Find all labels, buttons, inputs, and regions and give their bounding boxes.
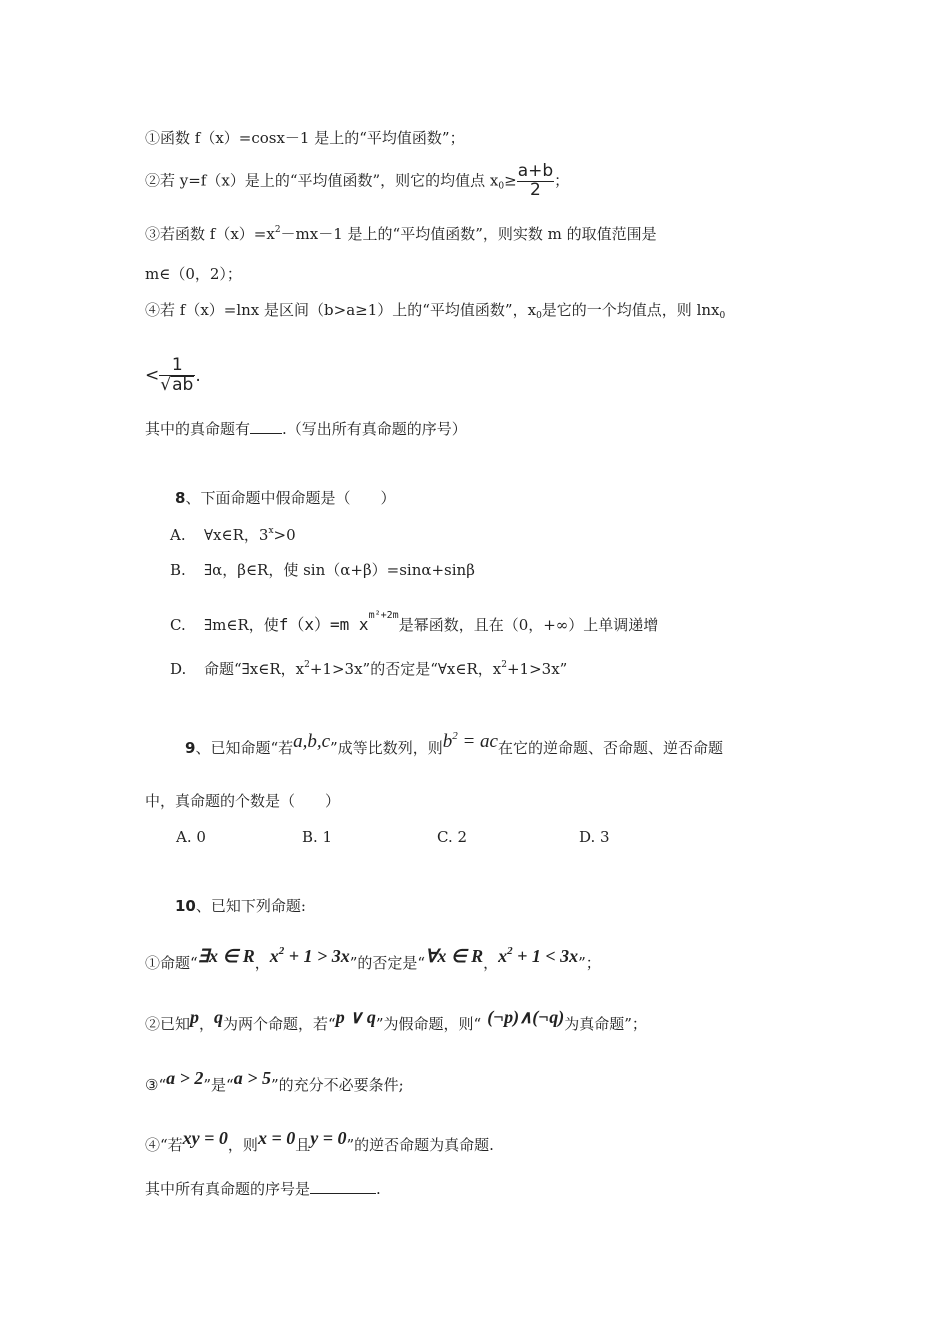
question-stem: 在它的逆命题、否命题、逆否命题 — [497, 739, 723, 757]
item-text: 为两个命题，若“ — [223, 1015, 336, 1033]
math-var: x — [269, 946, 279, 966]
period: . — [376, 1180, 381, 1198]
answer-prompt-text: 其中所有真命题的序号是 — [145, 1180, 311, 1198]
question-10 — [175, 899, 306, 914]
power-function: f（x）=m x — [278, 615, 369, 634]
superscript: 2 — [507, 945, 513, 957]
subscript: 0 — [719, 311, 726, 321]
math-inequality — [498, 946, 578, 966]
q9-option-d[interactable] — [579, 830, 610, 845]
superscript: 2 — [501, 660, 507, 670]
q8-option-c[interactable] — [170, 611, 658, 633]
period: . — [195, 365, 201, 386]
answer-blank[interactable] — [310, 1193, 376, 1194]
option-text: ∃α，β∈R，使 sin（α+β）=sinα+sinβ — [204, 561, 475, 579]
option-text: ∀x∈R，3 — [204, 526, 269, 544]
math-x-eq-0: x = 0 — [257, 1128, 296, 1148]
option-text: ∃m∈R，使 — [204, 616, 279, 634]
statement-4-text-b: 是它的一个均值点，则 lnx — [541, 301, 720, 319]
answer-blank[interactable] — [250, 433, 282, 434]
question-8 — [175, 491, 395, 506]
fraction-1-over-sqrt-ab — [159, 357, 195, 395]
fraction-a-plus-b-over-2 — [517, 163, 554, 200]
superscript: x — [268, 526, 274, 536]
q10-item-3 — [145, 1069, 404, 1093]
option-text-end: 是幂函数，且在（0，+∞）上单调递增 — [398, 616, 659, 634]
subscript: 0 — [536, 311, 542, 321]
math-xy-eq-0: xy = 0 — [182, 1128, 228, 1148]
item-text: ”为假命题，则“ — [375, 1015, 482, 1033]
math-y-eq-0: y = 0 — [310, 1128, 347, 1148]
q9-option-a[interactable] — [176, 830, 206, 845]
q10-item-4 — [145, 1129, 494, 1153]
statement-3-text-a: ③若函数 f（x）=x — [145, 225, 275, 243]
exponent: m²+2m — [368, 610, 399, 621]
item-text: ，则 — [227, 1136, 258, 1154]
statement-1-text: ①函数 f（x）=cosx－1 是上的“平均值函数”； — [145, 129, 465, 147]
question-9 — [185, 731, 723, 756]
math-forall: ∀x ∈ R — [425, 946, 484, 966]
radical-sign: √ — [160, 374, 172, 395]
item-text: ”是“ — [203, 1076, 234, 1094]
statement-3 — [145, 226, 657, 242]
option-text: C. 2 — [437, 828, 468, 846]
q8-option-d[interactable] — [170, 661, 567, 677]
math-abc: a,b,c — [293, 731, 331, 752]
option-text: A. 0 — [176, 828, 206, 846]
q10-item-1 — [145, 946, 601, 971]
question-9-cont — [145, 794, 340, 809]
math-exists: ∃x ∈ R — [197, 946, 255, 966]
item-text: ”； — [578, 954, 601, 972]
math-a-gt-5: a > 5 — [233, 1068, 271, 1088]
math-rest: + 1 < 3x — [512, 946, 579, 966]
superscript: 2 — [274, 225, 281, 235]
radicand: ab — [172, 374, 194, 395]
option-label: B. — [170, 561, 186, 579]
math-b-squared — [443, 731, 498, 752]
statement-4-text-a: ④若 f（x）=lnx 是区间（b>a≥1）上的“平均值函数”，x — [145, 301, 537, 319]
math-inequality — [270, 946, 350, 966]
item-text: ”的充分不必要条件; — [271, 1076, 404, 1094]
fraction-denominator: 2 — [530, 179, 541, 200]
answer-prompt-text: 其中的真命题有 — [145, 420, 251, 438]
question-stem: ”成等比数列，则 — [330, 739, 443, 757]
fraction-numerator: 1 — [159, 357, 195, 376]
question-number: 9 — [185, 739, 196, 757]
separator: ， — [199, 1015, 215, 1033]
less-than: < — [145, 365, 160, 386]
q10-item-2 — [145, 1008, 647, 1032]
separator: ， — [483, 954, 499, 972]
option-label: D. — [170, 660, 187, 678]
question-stem: 、已知命题“若 — [195, 739, 294, 757]
q9-option-b[interactable] — [302, 830, 332, 845]
statement-3-cont — [145, 267, 242, 282]
geq-sign: ≥ — [504, 171, 517, 190]
answer-prompt-note: .（写出所有真命题的序号） — [282, 420, 467, 438]
question-stem: 、下面命题中假命题是（ ） — [185, 489, 396, 507]
option-label: A. — [170, 526, 186, 544]
statement-4 — [145, 303, 725, 321]
option-text: +1>3x”的否定是“∀x∈R，x — [309, 660, 502, 678]
question-number: 8 — [175, 489, 186, 507]
math-p-or-q: p ∨ q — [335, 1007, 376, 1027]
math-b: b — [442, 731, 453, 752]
fraction-numerator: a+b — [517, 161, 554, 181]
option-text: B. 1 — [302, 828, 333, 846]
superscript: 2 — [452, 730, 458, 742]
statement-2 — [145, 163, 569, 200]
statement-4-inequality — [145, 357, 201, 395]
option-text: D. 3 — [579, 828, 610, 846]
math-a-gt-2: a > 2 — [166, 1068, 204, 1088]
punctuation: ； — [554, 171, 570, 190]
question-stem: 、已知下列命题: — [195, 897, 306, 915]
item-text: 为真命题”； — [564, 1015, 647, 1033]
statement-3-text-b: －mx－1 是上的“平均值函数”，则实数 m 的取值范围是 — [280, 225, 657, 243]
superscript: 2 — [304, 660, 310, 670]
q9-option-c[interactable] — [437, 830, 467, 845]
statement-1 — [145, 131, 465, 146]
math-not-p-and-not-q: (¬p)∧(¬q) — [487, 1007, 565, 1027]
item-text: 且 — [295, 1136, 311, 1154]
fraction-denominator — [159, 376, 195, 395]
question-number: 10 — [175, 897, 196, 915]
math-p: p — [190, 1007, 200, 1027]
item-text: ”的否定是“ — [349, 954, 426, 972]
item-text: ③“ — [145, 1076, 167, 1094]
item-text: ②已知 — [145, 1015, 191, 1033]
math-rest: + 1 > 3x — [284, 946, 350, 966]
math-var: x — [498, 946, 508, 966]
separator: ， — [254, 954, 270, 972]
item-text: ①命题“ — [145, 954, 198, 972]
math-equals-ac: = ac — [457, 731, 498, 752]
superscript: 2 — [278, 945, 285, 957]
question-stem: 中，真命题的个数是（ ） — [145, 792, 341, 810]
option-text-end: >0 — [273, 526, 296, 544]
subscript: 0 — [498, 181, 505, 192]
item-text: ”的逆否命题为真命题. — [346, 1136, 494, 1154]
statement-2-text: ②若 y=f（x）是上的“平均值函数”，则它的均值点 x — [145, 171, 499, 190]
q8-option-b[interactable] — [170, 563, 475, 578]
option-text-end: +1>3x” — [506, 660, 568, 678]
option-text: 命题“∃x∈R，x — [204, 660, 305, 678]
math-q: q — [214, 1007, 224, 1027]
option-label: C. — [170, 616, 186, 634]
q8-option-a[interactable] — [170, 527, 296, 543]
item-text: ④“若 — [145, 1136, 183, 1154]
answer-prompt-1 — [145, 422, 467, 437]
statement-3-range: m∈（0，2）； — [145, 265, 242, 283]
answer-prompt-10 — [145, 1182, 381, 1197]
